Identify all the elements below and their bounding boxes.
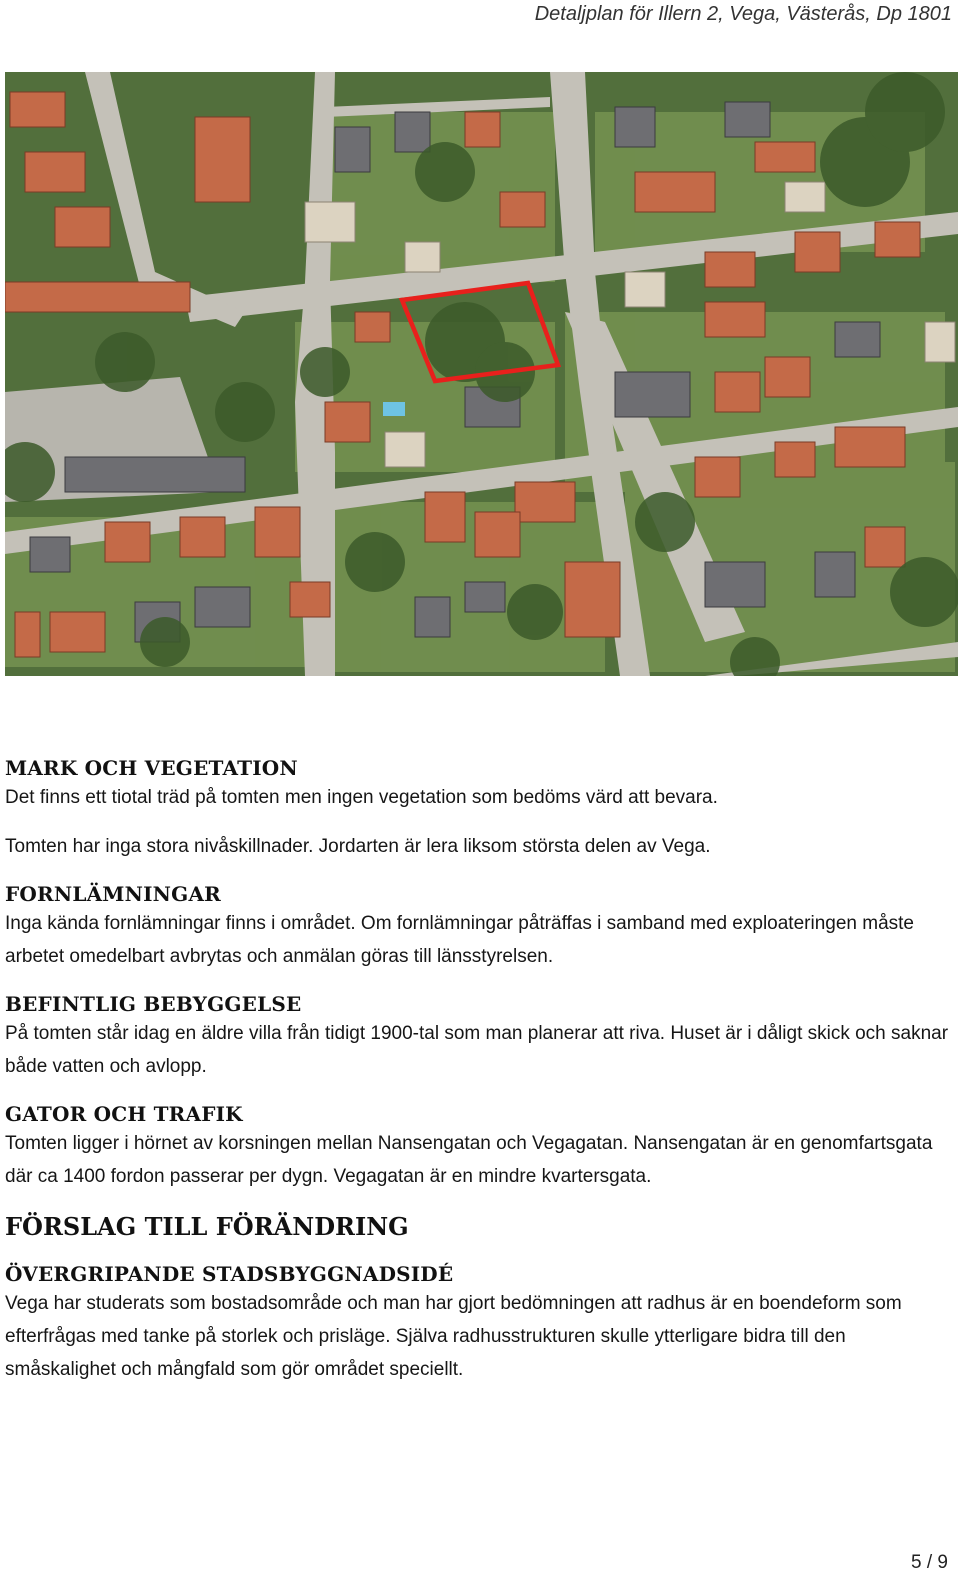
heading-befintlig-bebyggelse: BEFINTLIG BEBYGGELSE [5,992,302,1016]
paragraph-mark-1: Det finns ett tiotal träd på tomten men ingen vegetation som bedöms värd att bevara. [5,787,718,808]
page-header-title: Detaljplan för Illern 2, Vega, Västerås, Dp 1801 [534,3,952,25]
page-number: 5 / 9 [911,1552,948,1573]
paragraph-gator: Tomten ligger i hörnet av korsningen mellan Nansengatan och Vegagatan. Nansengatan är en genomfartsgata där ca 1400 fordon passerar per dygn. Vegagatan är en mindre kvartersgata. [5,1133,933,1187]
heading-overgripande-stadsbyggnadside: ÖVERGRIPANDE STADSBYGGNADSIDÉ [5,1262,454,1286]
heading-forslag-till-forandring: FÖRSLAG TILL FÖRÄNDRING [5,1212,409,1241]
paragraph-bebyggelse: På tomten står idag en äldre villa från tidigt 1900-tal som man planerar att riva. Huset är i dåligt skick och saknar både vatten och avlopp. [5,1023,949,1077]
paragraph-mark-2: Tomten har inga stora nivåskillnader. Jordarten är lera liksom största delen av Vega. [5,836,711,857]
paragraph-stadsbyggnadside: Vega har studerats som bostadsområde och man har gjort bedömningen att radhus är en boendeform som efterfrågas med tanke på storlek och prisläge. Själva radhusstrukturen skulle ytterligare bidra till den småskalighet och mångfald som gör området speciellt. [5,1293,902,1380]
heading-mark-och-vegetation: MARK OCH VEGETATION [5,756,298,780]
aerial-photo [5,72,958,676]
paragraph-fornlamningar: Inga kända fornlämningar finns i området. Om fornlämningar påträffas i samband med exploateringen måste arbetet omedelbart avbrytas och anmälan göras till länsstyrelsen. [5,913,914,967]
heading-gator-och-trafik: GATOR OCH TRAFIK [5,1102,243,1126]
heading-fornlamningar: FORNLÄMNINGAR [5,882,221,906]
document-body [5,755,950,1386]
